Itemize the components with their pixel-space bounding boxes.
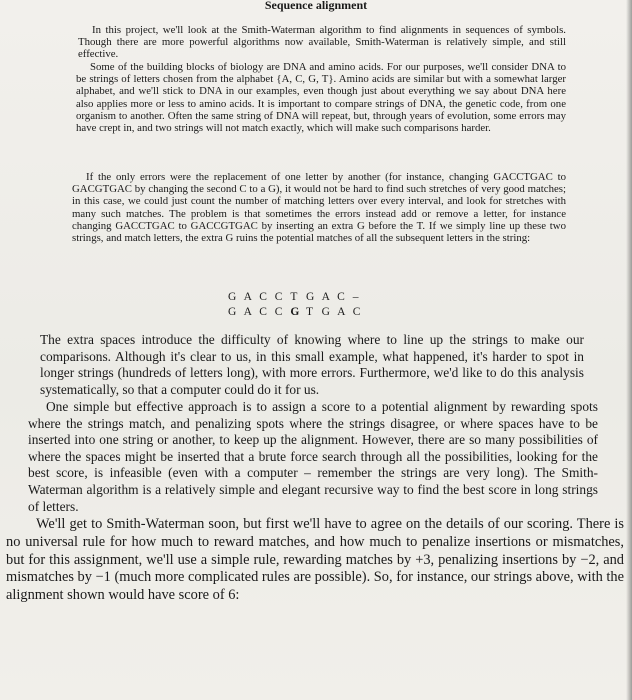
seq-letter: A [243,291,252,303]
sequence-row-inserted [228,306,368,318]
seq-gap: – [352,291,359,303]
sequence-row-original [228,291,368,303]
seq-letter: G [228,306,237,318]
seq-letter: T [290,291,298,303]
paragraph-approach: One simple but effective approach is to assign a score to a potential alignment by rewarding spots where the strings match, and penalizing spots where the strings disagree, or where spaces have to be inserted into one string or another, to keep up the alignment. However, there are so many possibilities of where the spaces might be inserted that a brute force search through all the possibilities, looking for the best score, is infeasible (even with a computer – remember the strings are very long). The Smith-Waterman algorithm is a relatively simple and elegant recursive way to find the best score in long strings of letters. [28,399,598,514]
paragraph-scoring: We'll get to Smith-Waterman soon, but first we'll have to agree on the details of our scoring. There is no universal rule for how much to reward matches, and how much to penalize insertions or mismatches, but for this assignment, we'll use a simple rule, rewarding matches by +3, penalizing insertions by −2, and mismatches by −1 (much more complicated rules are possible). So, for instance, our strings above, with the alignment shown would have score of 6: [6,516,624,604]
seq-letter-inserted: G [290,306,300,318]
seq-letter: C [259,291,267,303]
seq-letter: C [274,306,283,318]
seq-letter: C [337,291,345,303]
page-title: Sequence alignment [264,0,368,12]
seq-letter: G [228,291,237,303]
paragraph-intro: In this project, we'll look at the Smith-Waterman algorithm to find alignments in sequences of symbols. Though there are more powerful algorithms now available, Smith-Waterman is relatively simple, and still effective. [78,24,566,61]
seq-letter: A [337,306,346,318]
paragraph-difficulty: The extra spaces introduce the difficulty of knowing where to line up the strings to make our comparisons. Although it's clear to us, in this small example, what happened, it's harder to spot in longer strings (hundreds of letters long), with more errors. Furthermore, we'd like to do this analysis systematically, so that a computer could do it for us. [40,332,584,397]
page-edge-shadow [626,0,632,700]
paragraph-dna: Some of the building blocks of biology are DNA and amino acids. For our purposes, we'll consider DNA to be strings of letters chosen from the alphabet {A, C, G, T}. Amino acids are similar but with a somewhat larger alphabet, and we'll stick to DNA in our examples, even though just about everything we say about DNA here also applies more or less to amino acids. It is important to compare strings of DNA, the genetic code, from one organism to another. Often the same string of DNA will repeat, but, through years of evolution, some errors may have crept in, and two strings will not match exactly, which will make such comparisons harder. [76,61,566,135]
seq-letter: A [321,291,330,303]
seq-letter: C [259,306,267,318]
seq-letter: G [321,306,330,318]
seq-letter: G [305,291,315,303]
seq-letter: T [305,306,313,318]
seq-letter: C [274,291,283,303]
paragraph-errors: If the only errors were the replacement of one letter by another (for instance, changing GACCTGAC to GACGTGAC by changing the second C to a G), it would not be hard to find such stretches of very good matches; in this case, we could just count the number of matching letters over every interval, and look for stretches with many such matches. The problem is that sometimes the errors instead add or remove a letter, for instance changing GACCTGAC to GACCGTGAC by inserting an extra G before the T. If we simply line up these two strings, and match letters, the extra G ruins the potential matches of all the subsequent letters in the string: [72,171,566,245]
seq-letter: A [243,306,252,318]
seq-letter: C [352,306,361,318]
